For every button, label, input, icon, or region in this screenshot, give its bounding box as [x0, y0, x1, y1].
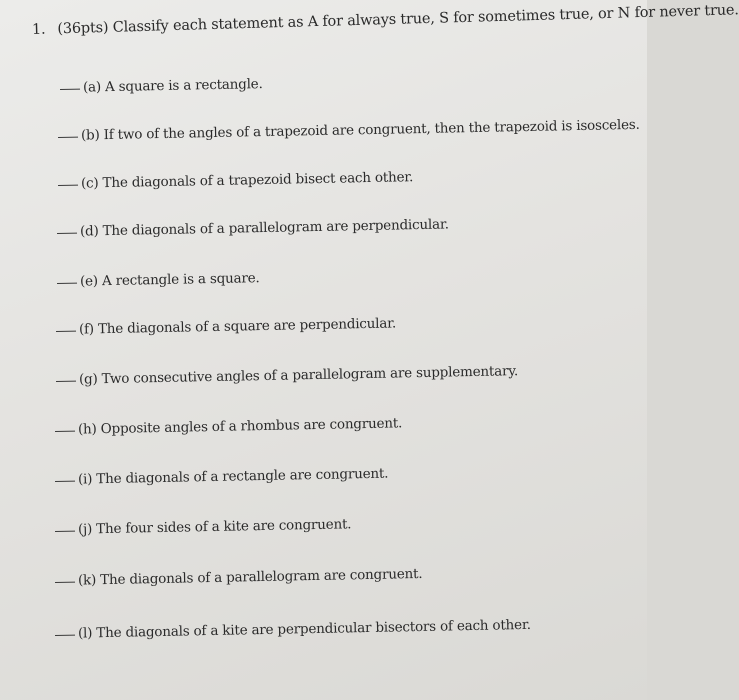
- statement-text: (f) The diagonals of a square are perpendicular.: [78, 315, 397, 338]
- question-prompt: (36pts) Classify each statement as A for always true, S for sometimes true, or N for never true.: [57, 2, 739, 38]
- statement-text: (h) Opposite angles of a rhombus are congruent.: [77, 415, 403, 438]
- answer-blank[interactable]: [58, 136, 78, 138]
- statement-text: (d) The diagonals of a parallelogram are perpendicular.: [79, 216, 449, 240]
- answer-blank[interactable]: [55, 634, 75, 636]
- answer-blank[interactable]: [57, 282, 77, 284]
- question-header: [32, 2, 739, 38]
- statement-text: (c) The diagonals of a trapezoid bisect each other.: [80, 169, 414, 192]
- statement-text: (i) The diagonals of a rectangle are congruent.: [77, 465, 389, 488]
- statement-text: (k) The diagonals of a parallelogram are congruent.: [77, 565, 423, 589]
- statement-item: [55, 415, 402, 438]
- statement-item: [55, 466, 389, 488]
- statement-item: [56, 363, 518, 388]
- answer-blank[interactable]: [56, 330, 76, 332]
- statement-text: (a) A square is a rectangle.: [82, 76, 263, 96]
- answer-blank[interactable]: [55, 530, 75, 532]
- statement-item: [55, 617, 531, 642]
- answer-blank[interactable]: [57, 232, 77, 234]
- answer-blank[interactable]: [56, 380, 76, 382]
- statement-text: (l) The diagonals of a kite are perpendicular bisectors of each other.: [77, 616, 531, 642]
- answer-blank[interactable]: [55, 430, 75, 432]
- statement-item: [55, 516, 352, 538]
- statement-item: [55, 566, 423, 589]
- statement-text: (b) If two of the angles of a trapezoid are congruent, then the trapezoid is isosceles.: [80, 116, 640, 144]
- statement-item: [58, 117, 640, 144]
- answer-blank[interactable]: [60, 88, 80, 90]
- question-number: 1.: [31, 21, 46, 38]
- statement-item: [60, 76, 263, 96]
- statement-text: (g) Two consecutive angles of a parallelogram are supplementary.: [78, 363, 519, 388]
- statement-text: (j) The four sides of a kite are congruent.: [77, 516, 352, 538]
- answer-blank[interactable]: [55, 480, 75, 482]
- statement-item: [57, 216, 449, 240]
- statement-item: [57, 270, 260, 290]
- statement-text: (e) A rectangle is a square.: [79, 270, 260, 290]
- statement-item: [56, 315, 396, 338]
- statement-item: [58, 169, 414, 192]
- answer-blank[interactable]: [58, 184, 78, 186]
- answer-blank[interactable]: [55, 581, 75, 583]
